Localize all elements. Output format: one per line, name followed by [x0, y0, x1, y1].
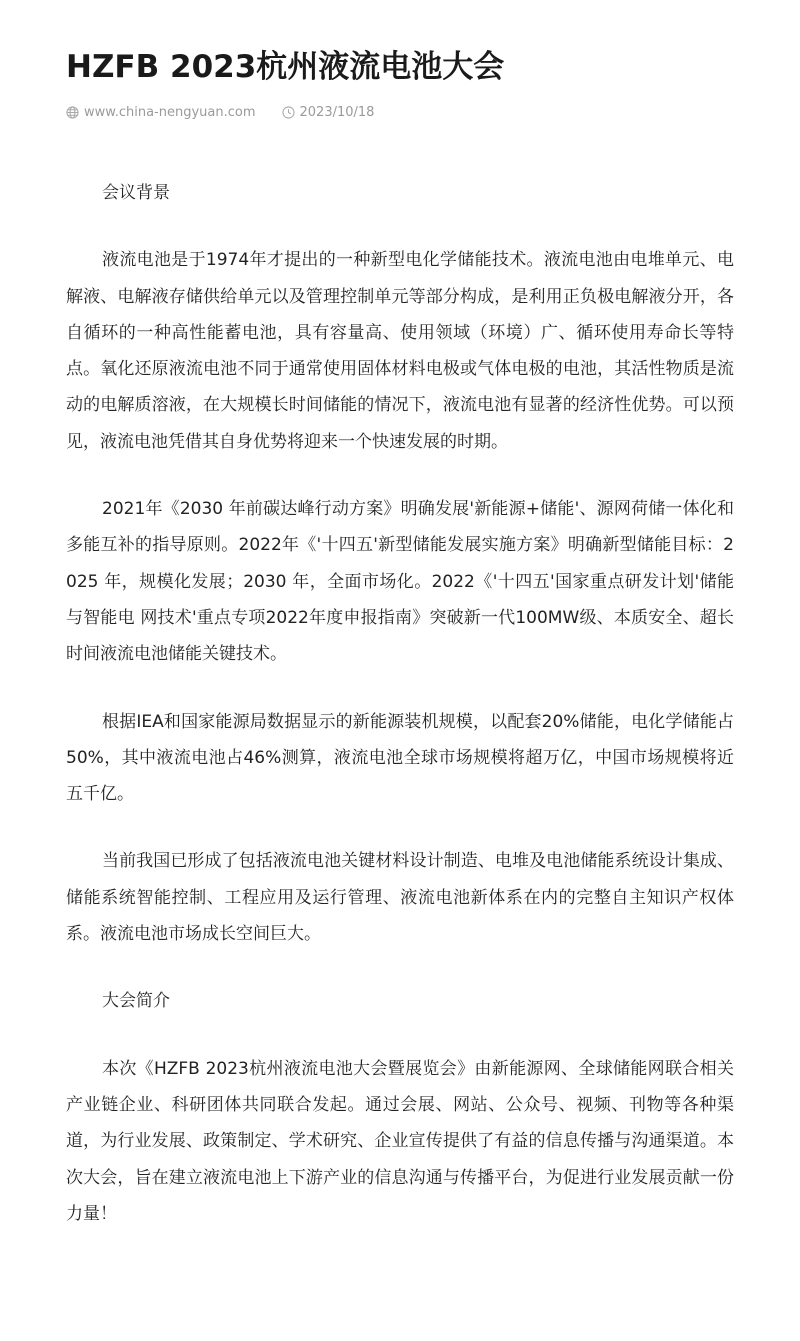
paragraph-policy: 2021年《2030 年前碳达峰行动方案》明确发展'新能源+储能'、源网荷储一体化和多能互补的指导原则。2022年《'十四五'新型储能发展实施方案》明确新型储能目标：2025 年，规模化发展；2030 年，全面市场化。2022《'十四五'国家重点研发计划'储能与智能电 网技术'重点专项2022年度申报指南》突破新一代100MW级、本质安全、超长时间液流电池储能关键技术。 [66, 499, 734, 665]
source-text[interactable]: www.china-nengyuan.com [84, 104, 256, 120]
source-meta [66, 105, 256, 120]
article-content [66, 175, 734, 1232]
clock-icon [282, 106, 295, 119]
page-title: HZFB 2023杭州液流电池大会 [66, 49, 505, 85]
paragraph-market-size: 根据IEA和国家能源局数据显示的新能源装机规模，以配套20%储能，电化学储能占50%，其中液流电池占46%测算，液流电池全球市场规模将超万亿，中国市场规模将近五千亿。 [66, 711, 734, 805]
section-heading-background: 会议背景 [102, 183, 170, 203]
paragraph-flow-battery-intro: 液流电池是于1974年才提出的一种新型电化学储能技术。液流电池由电堆单元、电解液、电解液存储供给单元以及管理控制单元等部分构成，是利用正负极电解液分开，各自循环的一种高性能蓄电池，具有容量高、使用领域（环境）广、循环使用寿命长等特点。氧化还原液流电池不同于通常使用固体材料电极或气体电极的电池，其活性物质是流动的电解质溶液，在大规模长时间储能的情况下，液流电池有显著的经济性优势。可以预见，液流电池凭借其自身优势将迎来一个快速发展的时期。 [66, 250, 734, 452]
paragraph-conference-intro: 本次《HZFB 2023杭州液流电池大会暨展览会》由新能源网、全球储能网联合相关产业链企业、科研团体共同联合发起。通过会展、网站、公众号、视频、刊物等各种渠道，为行业发展、政策制定、学术研究、企业宣传提供了有益的信息传播与沟通渠道。本次大会，旨在建立液流电池上下游产业的信息沟通与传播平台，为促进行业发展贡献一份力量！ [66, 1058, 734, 1224]
section-heading-introduction: 大会简介 [102, 991, 170, 1012]
paragraph-ip-system: 当前我国已形成了包括液流电池关键材料设计制造、电堆及电池储能系统设计集成、储能系统智能控制、工程应用及运行管理、液流电池新体系在内的完整自主知识产权体系。液流电池市场成长空间巨大。 [66, 851, 734, 945]
article-meta [66, 100, 734, 124]
date-meta [282, 105, 375, 120]
publish-date: 2023/10/18 [299, 104, 375, 120]
globe-icon [66, 106, 79, 119]
